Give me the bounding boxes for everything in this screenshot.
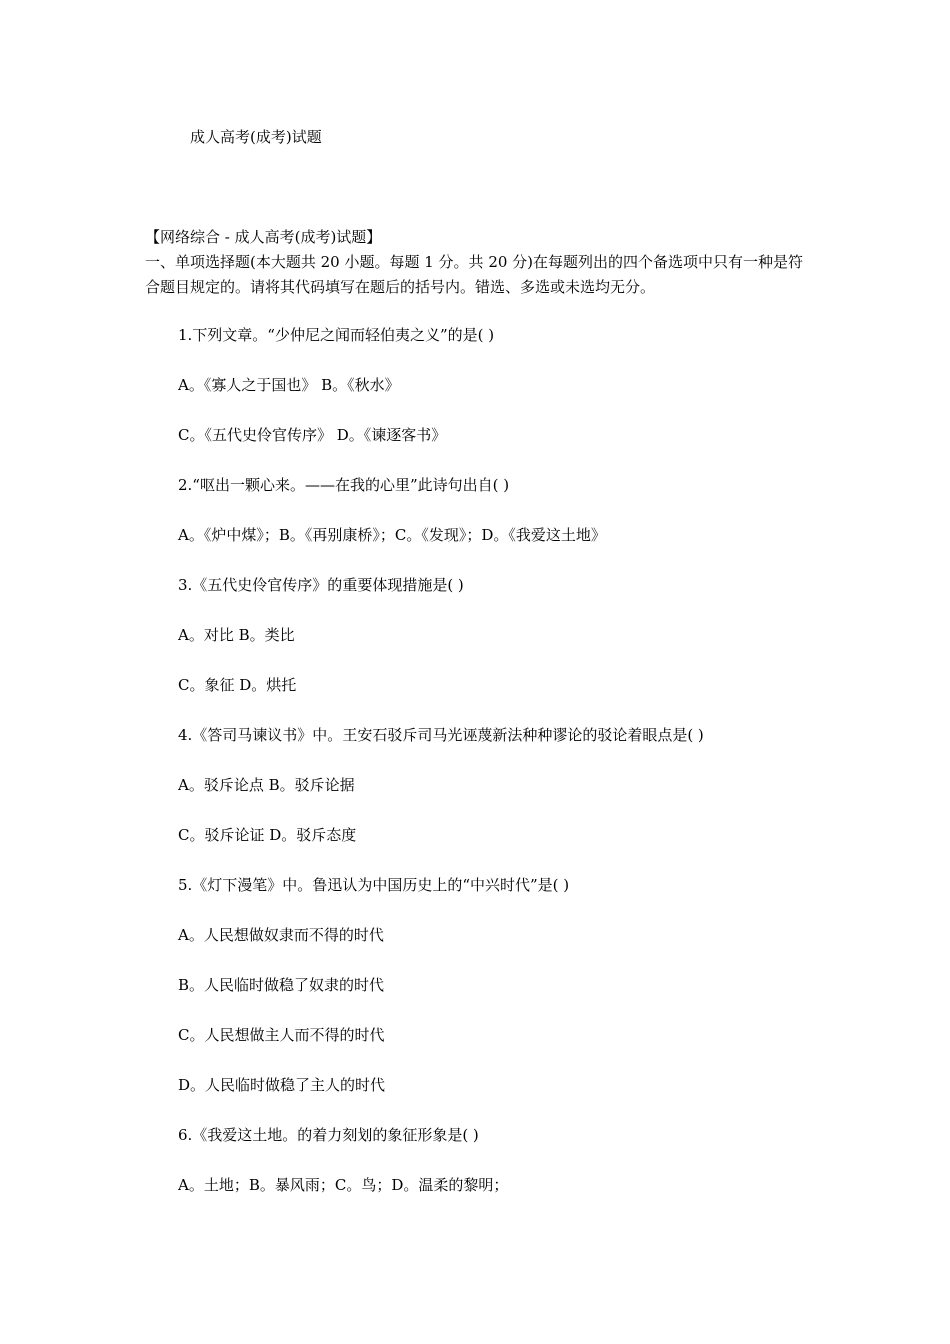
question-3-options-ab: A。对比 B。类比 [178, 626, 295, 644]
question-4-options-cd: C。驳斥论证 D。驳斥态度 [178, 826, 357, 844]
document-title: 成人高考(成考)试题 [190, 128, 322, 146]
question-6-stem: 6.《我爱这土地。的着力刻划的象征形象是( ) [178, 1126, 479, 1144]
question-5-option-d: D。人民临时做稳了主人的时代 [178, 1076, 386, 1094]
question-list [178, 324, 838, 1224]
question-4-options-ab: A。驳斥论点 B。驳斥论据 [178, 776, 355, 794]
question-5-stem: 5.《灯下漫笔》中。鲁迅认为中国历史上的“中兴时代”是( ) [178, 876, 570, 894]
question-5-option-b: B。人民临时做稳了奴隶的时代 [178, 976, 385, 994]
question-2-stem: 2.“呕出一颗心来。——在我的心里”此诗句出自( ) [178, 476, 510, 494]
question-3-options-cd: C。象征 D。烘托 [178, 676, 297, 694]
question-5-option-a: A。人民想做奴隶而不得的时代 [178, 926, 384, 944]
question-1-options-cd: C。《五代史伶官传序》 D。《谏逐客书》 [178, 426, 447, 444]
question-5-option-c: C。人民想做主人而不得的时代 [178, 1026, 385, 1044]
question-1-stem: 1.下列文章。“少仲尼之闻而轻伯夷之义”的是( ) [178, 326, 495, 344]
question-6-options: A。土地；B。暴风雨；C。鸟；D。温柔的黎明； [178, 1176, 509, 1194]
question-3-stem: 3.《五代史伶官传序》的重要体现措施是( ) [178, 576, 464, 594]
instructions-paragraph: 一、单项选择题(本大题共 20 小题。每题 1 分。共 20 分)在每题列出的四个备选项中只有一种是符合题目规定的。请将其代码填写在题后的括号内。错选、多选或未选均无分。 [145, 253, 804, 296]
question-1-options-ab: A。《寡人之于国也》 B。《秋水》 [178, 376, 400, 394]
section-header: 【网络综合 - 成人高考(成考)试题】 [145, 228, 382, 246]
question-4-stem: 4.《答司马谏议书》中。王安石驳斥司马光诬蔑新法种种谬论的驳论着眼点是( ) [178, 726, 704, 744]
question-2-options: A。《炉中煤》；B。《再别康桥》；C。《发现》；D。《我爱这土地》 [178, 526, 606, 544]
